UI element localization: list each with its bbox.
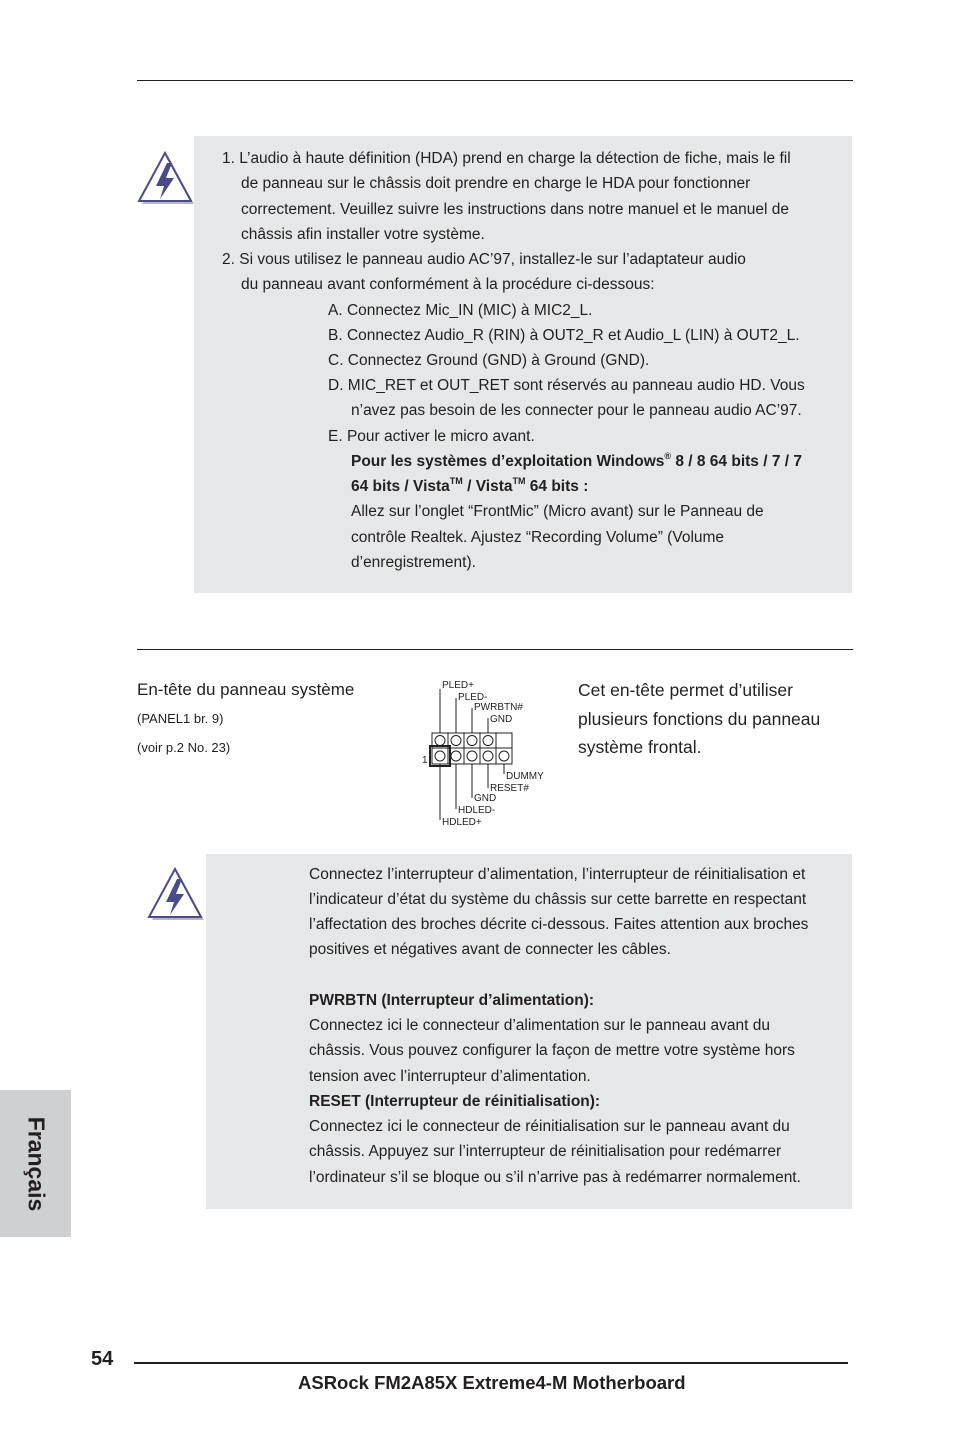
header-description: système frontal.	[578, 737, 702, 757]
page-number: 54	[91, 1348, 114, 1370]
note1-line: A. Connectez Mic_IN (MIC) à MIC2_L.	[328, 302, 593, 319]
pwrbtn-heading: PWRBTN (Interrupteur d’alimentation):	[309, 992, 595, 1009]
note1-line: châssis afin installer votre système.	[241, 226, 485, 243]
label-gnd-bottom: GND	[474, 793, 497, 804]
panel-header-pin-diagram	[418, 676, 554, 828]
label-gnd-top: GND	[490, 714, 513, 725]
note1-line: du panneau avant conformément à la procédure ci-dessous:	[241, 276, 655, 293]
note1-line: contrôle Realtek. Ajustez “Recording Volume” (Volume	[351, 529, 725, 546]
label-pin1: 1	[422, 755, 428, 766]
note2-line: châssis. Appuyez sur l’interrupteur de réinitialisation pour redémarrer	[309, 1143, 782, 1160]
header-pin-ref: (PANEL1 br. 9)	[137, 711, 224, 726]
note1-os-heading: Pour les systèmes d’exploitation Windows® 8 / 8 64 bits / 7 / 7	[351, 450, 802, 470]
label-hdled-minus: HDLED-	[458, 805, 496, 816]
reset-heading: RESET (Interrupteur de réinitialisation):	[309, 1093, 601, 1110]
warning-icon	[136, 150, 196, 208]
header-description: plusieurs fonctions du panneau	[578, 709, 821, 729]
note2-line: l’affectation des broches décrite ci-dessous. Faites attention aux broches	[309, 916, 809, 933]
note2-line: Connectez l’interrupteur d’alimentation, l’interrupteur de réinitialisation et	[309, 866, 806, 883]
note2-line: l’indicateur d’état du système du châssis sur cette barrette en respectant	[309, 891, 807, 908]
note2-line: l’ordinateur s’il se bloque ou s’il n’arrive pas à redémarrer normalement.	[309, 1169, 801, 1186]
note2-line: tension avec l’interrupteur d’alimentation.	[309, 1068, 591, 1085]
note2-line: Connectez ici le connecteur de réinitialisation sur le panneau avant du	[309, 1118, 790, 1135]
note1-line: D. MIC_RET et OUT_RET sont réservés au panneau audio HD. Vous	[328, 377, 805, 394]
label-dummy: DUMMY	[506, 771, 544, 782]
note1-line: 2. Si vous utilisez le panneau audio AC’97, installez-le sur l’adaptateur audio	[222, 251, 746, 268]
label-pled-plus: PLED+	[442, 680, 474, 691]
warning-icon	[146, 866, 206, 924]
note1-line: Allez sur l’onglet “FrontMic” (Micro avant) sur le Panneau de	[351, 503, 764, 520]
header-description: Cet en-tête permet d’utiliser	[578, 680, 793, 700]
note1-line: B. Connectez Audio_R (RIN) à OUT2_R et Audio_L (LIN) à OUT2_L.	[328, 327, 800, 344]
note1-line: n’avez pas besoin de les connecter pour le panneau audio AC’97.	[351, 402, 802, 419]
header-title: En-tête du panneau système	[137, 680, 355, 699]
note1-line: de panneau sur le châssis doit prendre en charge le HDA pour fonctionner	[241, 175, 751, 192]
label-pwrbtn: PWRBTN#	[474, 702, 523, 713]
top-rule	[137, 80, 853, 81]
note1-line: d’enregistrement).	[351, 554, 476, 571]
footer-rule	[134, 1362, 848, 1364]
language-label: Français	[23, 1116, 49, 1211]
note1-line: correctement. Veuillez suivre les instructions dans notre manuel et le manuel de	[241, 201, 789, 218]
note1-os-heading-cont: 64 bits / Vista™ / Vista™ 64 bits :	[351, 475, 589, 495]
note2-line: châssis. Vous pouvez configurer la façon de mettre votre système hors	[309, 1042, 795, 1059]
label-pled-minus: PLED-	[458, 692, 488, 703]
section-rule	[137, 649, 853, 650]
note2-line: positives et négatives avant de connecter les câbles.	[309, 941, 671, 958]
label-reset: RESET#	[490, 783, 529, 794]
header-page-ref: (voir p.2 No. 23)	[137, 740, 231, 755]
label-hdled-plus: HDLED+	[442, 817, 482, 828]
note1-line: E. Pour activer le micro avant.	[328, 428, 535, 445]
footer-title: ASRock FM2A85X Extreme4-M Motherboard	[298, 1372, 686, 1393]
language-side-tab	[0, 1090, 71, 1237]
note1-line: 1. L’audio à haute définition (HDA) prend en charge la détection de fiche, mais le fil	[222, 150, 791, 167]
note1-line: C. Connectez Ground (GND) à Ground (GND).	[328, 352, 650, 369]
note2-line: Connectez ici le connecteur d’alimentation sur le panneau avant du	[309, 1017, 770, 1034]
